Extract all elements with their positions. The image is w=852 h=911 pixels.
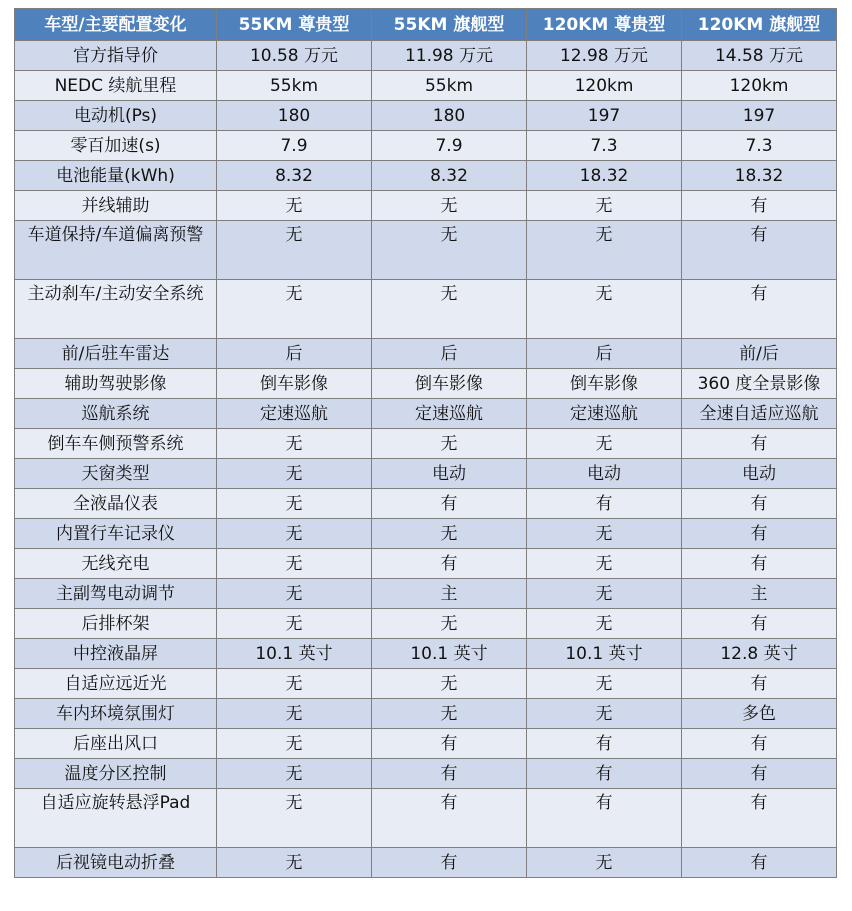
table-row [15, 759, 837, 789]
value-cell: 后 [217, 339, 372, 369]
table-row [15, 161, 837, 191]
row-label-cell: 电动机(Ps) [15, 101, 217, 131]
header-cell-120km-flagship: 120KM 旗舰型 [682, 9, 837, 41]
value-cell: 180 [372, 101, 527, 131]
value-cell: 无 [527, 429, 682, 459]
value-cell: 有 [682, 729, 837, 759]
row-label-cell: 后座出风口 [15, 729, 217, 759]
value-cell: 10.1 英寸 [217, 639, 372, 669]
value-cell: 7.3 [682, 131, 837, 161]
table-row [15, 579, 837, 609]
table-row [15, 669, 837, 699]
row-label-cell: 后排杯架 [15, 609, 217, 639]
row-label-cell: 自适应旋转悬浮Pad [15, 789, 217, 848]
spec-comparison-table [14, 8, 837, 878]
table-row [15, 221, 837, 280]
value-cell: 无 [217, 519, 372, 549]
value-cell: 有 [682, 549, 837, 579]
value-cell: 8.32 [217, 161, 372, 191]
table-header [15, 9, 837, 41]
table-row [15, 519, 837, 549]
value-cell: 14.58 万元 [682, 41, 837, 71]
value-cell: 有 [372, 729, 527, 759]
row-label-cell: 无线充电 [15, 549, 217, 579]
table-row [15, 71, 837, 101]
value-cell: 前/后 [682, 339, 837, 369]
value-cell: 有 [372, 789, 527, 848]
row-label-cell: 巡航系统 [15, 399, 217, 429]
value-cell: 有 [682, 280, 837, 339]
value-cell: 11.98 万元 [372, 41, 527, 71]
value-cell: 无 [217, 729, 372, 759]
value-cell: 倒车影像 [527, 369, 682, 399]
value-cell: 8.32 [372, 161, 527, 191]
value-cell: 后 [372, 339, 527, 369]
row-label-cell: 温度分区控制 [15, 759, 217, 789]
row-label-cell: 中控液晶屏 [15, 639, 217, 669]
header-cell-55km-flagship: 55KM 旗舰型 [372, 9, 527, 41]
value-cell: 有 [682, 669, 837, 699]
value-cell: 10.1 英寸 [372, 639, 527, 669]
value-cell: 7.9 [372, 131, 527, 161]
value-cell: 有 [527, 489, 682, 519]
table-row [15, 699, 837, 729]
value-cell: 197 [682, 101, 837, 131]
value-cell: 有 [372, 848, 527, 878]
value-cell: 无 [372, 669, 527, 699]
value-cell: 无 [527, 280, 682, 339]
value-cell: 无 [527, 579, 682, 609]
value-cell: 倒车影像 [372, 369, 527, 399]
value-cell: 无 [217, 459, 372, 489]
value-cell: 无 [372, 699, 527, 729]
value-cell: 有 [682, 789, 837, 848]
row-label-cell: 天窗类型 [15, 459, 217, 489]
value-cell: 无 [372, 191, 527, 221]
value-cell: 多色 [682, 699, 837, 729]
value-cell: 7.3 [527, 131, 682, 161]
row-label-cell: 后视镜电动折叠 [15, 848, 217, 878]
value-cell: 无 [217, 549, 372, 579]
row-label-cell: 内置行车记录仪 [15, 519, 217, 549]
table-row [15, 191, 837, 221]
value-cell: 电动 [527, 459, 682, 489]
value-cell: 55km [372, 71, 527, 101]
value-cell: 主 [372, 579, 527, 609]
row-label-cell: 主动刹车/主动安全系统 [15, 280, 217, 339]
value-cell: 12.8 英寸 [682, 639, 837, 669]
table-row [15, 459, 837, 489]
row-label-cell: 前/后驻车雷达 [15, 339, 217, 369]
value-cell: 有 [682, 519, 837, 549]
value-cell: 无 [217, 489, 372, 519]
header-cell-feature: 车型/主要配置变化 [15, 9, 217, 41]
value-cell: 有 [372, 759, 527, 789]
table-row [15, 399, 837, 429]
table-row [15, 280, 837, 339]
value-cell: 主 [682, 579, 837, 609]
table-row [15, 729, 837, 759]
value-cell: 有 [372, 489, 527, 519]
row-label-cell: 全液晶仪表 [15, 489, 217, 519]
table-row [15, 789, 837, 848]
value-cell: 18.32 [682, 161, 837, 191]
value-cell: 无 [527, 191, 682, 221]
value-cell: 无 [217, 669, 372, 699]
value-cell: 无 [527, 669, 682, 699]
row-label-cell: 电池能量(kWh) [15, 161, 217, 191]
value-cell: 有 [682, 489, 837, 519]
value-cell: 全速自适应巡航 [682, 399, 837, 429]
value-cell: 后 [527, 339, 682, 369]
value-cell: 有 [682, 221, 837, 280]
value-cell: 无 [217, 191, 372, 221]
value-cell: 有 [682, 429, 837, 459]
row-label-cell: 倒车车侧预警系统 [15, 429, 217, 459]
value-cell: 定速巡航 [372, 399, 527, 429]
value-cell: 无 [527, 699, 682, 729]
value-cell: 197 [527, 101, 682, 131]
table-row [15, 549, 837, 579]
table-row [15, 489, 837, 519]
row-label-cell: 官方指导价 [15, 41, 217, 71]
value-cell: 无 [372, 280, 527, 339]
value-cell: 有 [682, 848, 837, 878]
value-cell: 无 [217, 699, 372, 729]
value-cell: 120km [527, 71, 682, 101]
value-cell: 无 [372, 429, 527, 459]
row-label-cell: 车道保持/车道偏离预警 [15, 221, 217, 280]
row-label-cell: NEDC 续航里程 [15, 71, 217, 101]
value-cell: 有 [682, 191, 837, 221]
value-cell: 无 [372, 519, 527, 549]
header-cell-120km-premium: 120KM 尊贵型 [527, 9, 682, 41]
value-cell: 12.98 万元 [527, 41, 682, 71]
table-row [15, 848, 837, 878]
value-cell: 无 [372, 609, 527, 639]
value-cell: 120km [682, 71, 837, 101]
row-label-cell: 自适应远近光 [15, 669, 217, 699]
table-row [15, 339, 837, 369]
value-cell: 10.58 万元 [217, 41, 372, 71]
row-label-cell: 主副驾电动调节 [15, 579, 217, 609]
spec-table-container [14, 8, 836, 878]
value-cell: 无 [217, 848, 372, 878]
table-row [15, 41, 837, 71]
value-cell: 有 [527, 759, 682, 789]
header-row [15, 9, 837, 41]
value-cell: 18.32 [527, 161, 682, 191]
value-cell: 有 [372, 549, 527, 579]
table-row [15, 101, 837, 131]
value-cell: 无 [217, 609, 372, 639]
value-cell: 10.1 英寸 [527, 639, 682, 669]
table-body [15, 41, 837, 878]
row-label-cell: 车内环境氛围灯 [15, 699, 217, 729]
value-cell: 无 [217, 789, 372, 848]
value-cell: 无 [527, 519, 682, 549]
row-label-cell: 并线辅助 [15, 191, 217, 221]
value-cell: 55km [217, 71, 372, 101]
table-row [15, 639, 837, 669]
table-row [15, 131, 837, 161]
value-cell: 360 度全景影像 [682, 369, 837, 399]
value-cell: 无 [372, 221, 527, 280]
value-cell: 无 [217, 221, 372, 280]
value-cell: 无 [527, 609, 682, 639]
row-label-cell: 辅助驾驶影像 [15, 369, 217, 399]
row-label-cell: 零百加速(s) [15, 131, 217, 161]
value-cell: 无 [527, 221, 682, 280]
value-cell: 电动 [372, 459, 527, 489]
value-cell: 无 [527, 549, 682, 579]
value-cell: 7.9 [217, 131, 372, 161]
header-cell-55km-premium: 55KM 尊贵型 [217, 9, 372, 41]
value-cell: 无 [217, 579, 372, 609]
value-cell: 有 [682, 609, 837, 639]
value-cell: 无 [217, 280, 372, 339]
table-row [15, 609, 837, 639]
table-row [15, 369, 837, 399]
value-cell: 有 [527, 729, 682, 759]
value-cell: 无 [217, 759, 372, 789]
value-cell: 有 [682, 759, 837, 789]
value-cell: 电动 [682, 459, 837, 489]
table-row [15, 429, 837, 459]
value-cell: 无 [217, 429, 372, 459]
value-cell: 倒车影像 [217, 369, 372, 399]
value-cell: 定速巡航 [217, 399, 372, 429]
value-cell: 有 [527, 789, 682, 848]
value-cell: 180 [217, 101, 372, 131]
value-cell: 定速巡航 [527, 399, 682, 429]
value-cell: 无 [527, 848, 682, 878]
